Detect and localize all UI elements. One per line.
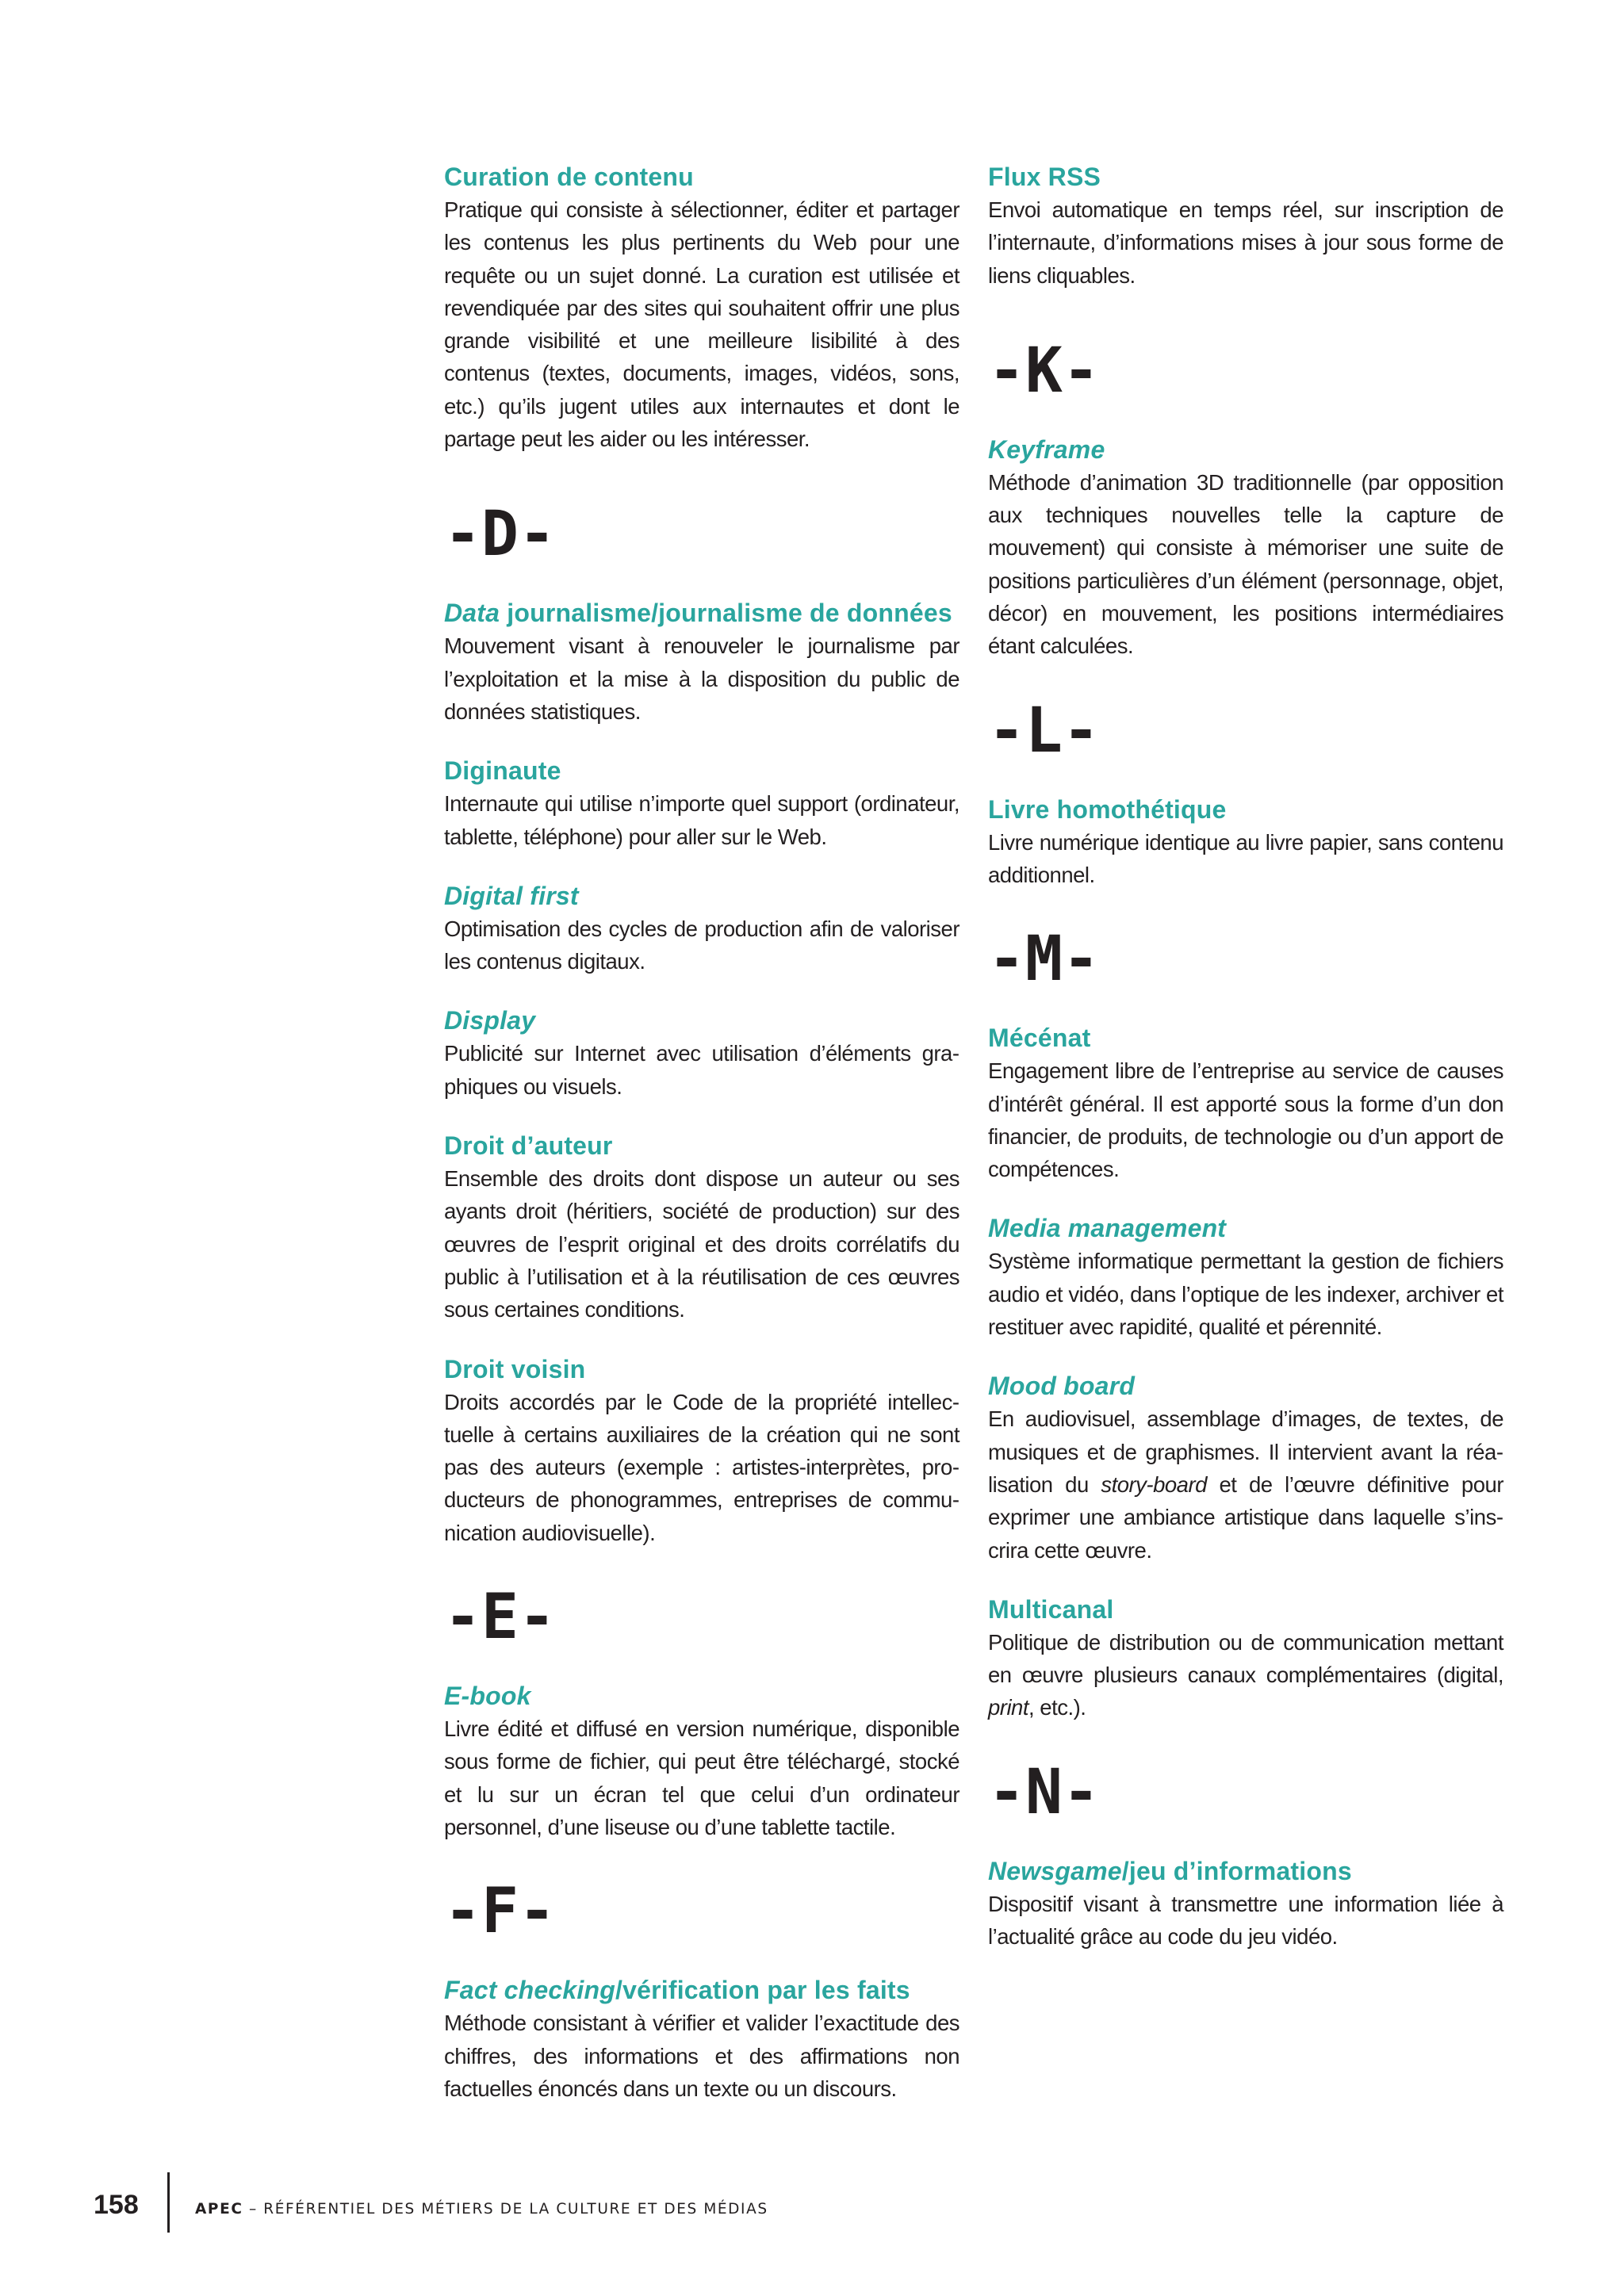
term-italic-part: Data	[444, 599, 500, 628]
footer-running-title	[195, 2201, 768, 2218]
section-letter-k: -K-	[988, 335, 1100, 407]
term-heading: Droit voisin	[444, 1354, 586, 1383]
term-definition: Système informatique permettant la gestion de fichiers audio et vidéo, dans l’optique de les indexer, archiver et restituer avec rapidité, qualité et pérennité.	[988, 1249, 1503, 1340]
definition-italic-part: story-board	[1101, 1471, 1207, 1497]
footer-brand: APEC	[195, 2201, 243, 2218]
term-definition	[988, 1402, 1503, 1566]
term-italic-part: Mood board	[988, 1372, 1136, 1401]
entry-newsgame	[988, 1854, 1503, 1954]
term-heading: Flux RSS	[988, 163, 1101, 191]
term-heading	[444, 1004, 959, 1037]
term-definition: Méthode consistant à vérifier et valider l’exactitude des chiffres, des informations et des affirmations non factuelles énoncés dans un texte ou un discours.	[444, 2011, 959, 2101]
entry-mood-board	[988, 1369, 1503, 1566]
term-italic-part: Display	[444, 1006, 536, 1035]
term-heading	[988, 1211, 1503, 1245]
definition-part: et de l’œuvre définitive pour exprimer une ambiance artistique dans laquelle s’inscrira cette œuvre.	[988, 1471, 1503, 1563]
entry-fact-checking	[444, 1973, 959, 2105]
entry-droit-d-auteur	[444, 1129, 959, 1326]
footer-title: – RÉFÉRENTIEL DES MÉTIERS DE LA CULTURE ET DES MÉDIAS	[243, 2201, 768, 2218]
section-letter-e: -E-	[444, 1582, 556, 1654]
term-definition: Pratique qui consiste à sélectionner, éditer et partager les contenus les plus pertinents du Web pour une requête ou un sujet donné. La curation est utilisée et revendiquée par des sites qui souhaitent offrir une plus grande visibilité et une meilleure lisibilité à des contenus (textes, documents, images, vidéos, sons, etc.) qu’ils jugent utiles aux internautes et dont le partage peut les aider ou les intéresser.	[444, 197, 959, 452]
term-heading: Droit d’auteur	[444, 1131, 613, 1161]
term-definition: Dispositif visant à transmettre une information liée à l’actualité grâce au code du jeu vidéo.	[988, 1891, 1503, 1950]
term-italic-part: Fact checking	[444, 1976, 616, 2005]
term-rest-part: /vérification par les faits	[615, 1976, 910, 2005]
entry-curation-de-contenu	[444, 160, 959, 455]
entry-droit-voisin	[444, 1353, 959, 1549]
term-italic-part: E-book	[444, 1682, 531, 1711]
term-rest-part: /jeu d’informations	[1121, 1856, 1352, 1885]
term-definition	[988, 1626, 1503, 1724]
term-italic-part: Media management	[988, 1214, 1227, 1243]
entry-display	[444, 1004, 959, 1103]
term-heading: Curation de contenu	[444, 163, 694, 191]
term-heading	[444, 879, 959, 913]
term-heading	[988, 1369, 1503, 1402]
entry-data-journalisme	[444, 596, 959, 728]
term-heading	[444, 1679, 959, 1712]
term-definition: Envoi automatique en temps réel, sur inscription de l’internaute, d’informations mises à jour sous forme de liens cliquables.	[988, 197, 1503, 288]
term-italic-part: Newsgame	[988, 1856, 1122, 1885]
term-heading	[444, 1973, 959, 2007]
section-letter-m: -M-	[988, 924, 1100, 996]
term-definition: Méthode d’animation 3D traditionnelle (par opposition aux techniques nouvelles telle la capture de mouvement) qui consiste à mémoriser une suite de positions particulières d’un élément (personnage, objet, décor) en mouvement, les positions intermédiaires étant calculées.	[988, 469, 1503, 659]
term-heading: Multicanal	[988, 1594, 1114, 1624]
entry-flux-rss	[988, 160, 1503, 292]
term-definition: Ensemble des droits dont dispose un auteur ou ses ayants droit (héritiers, société de production) sur des œuvres de l’esprit original et des droits corrélatifs du public à l’utilisation et à la réutilisation de ces œuvres sous certaines conditions.	[444, 1166, 959, 1322]
term-definition: Internaute qui utilise n’importe quel support (ordinateur, tablette, téléphone) pour aller sur le Web.	[444, 791, 959, 849]
term-italic-part: Digital first	[444, 881, 579, 910]
section-letter-n: -N-	[988, 1756, 1100, 1828]
entry-e-book	[444, 1679, 959, 1843]
term-heading	[988, 1854, 1503, 1888]
term-heading	[988, 433, 1503, 466]
page-number: 158	[94, 2190, 139, 2220]
term-definition: Optimisation des cycles de production afin de valoriser les contenus digitaux.	[444, 916, 959, 974]
term-definition: Livre numérique identique au livre papier, sans contenu additionnel.	[988, 829, 1503, 887]
term-heading	[444, 596, 959, 629]
entry-diginaute	[444, 754, 959, 853]
section-letter-d: -D-	[444, 499, 556, 571]
term-definition: Droits accordés par le Code de la propriété intellectuelle à certains auxiliaires de la création qui ne sont pas des auteurs (exemple : artistes-interprètes, producteurs de phonogrammes, entreprises de communication audiovisuelle).	[444, 1389, 959, 1545]
definition-part: , etc.).	[1028, 1695, 1086, 1720]
term-definition: Publicité sur Internet avec utilisation d’éléments graphiques ou visuels.	[444, 1041, 959, 1099]
term-definition: Mouvement visant à renouveler le journalisme par l’exploitation et la mise à la disposition du public de données statistiques.	[444, 633, 959, 724]
term-heading: Diginaute	[444, 756, 561, 786]
definition-italic-part: print	[988, 1695, 1028, 1720]
footer-divider	[167, 2172, 170, 2233]
definition-part: En audiovisuel, assemblage d’images, de textes, de musiques et de graphismes. Il intervient avant la réalisation du	[988, 1406, 1503, 1497]
term-italic-part: Keyframe	[988, 434, 1105, 464]
entry-digital-first	[444, 879, 959, 978]
definition-part: Politique de distribution ou de communication mettant en œuvre plusieurs canaux complémentaires (digital,	[988, 1629, 1503, 1688]
entry-keyframe	[988, 433, 1503, 663]
entry-media-management	[988, 1211, 1503, 1343]
term-heading: Livre homothétique	[988, 794, 1227, 824]
term-rest-part: journalisme/journalisme de données	[500, 599, 952, 628]
section-letter-l: -L-	[988, 695, 1100, 767]
term-definition: Livre édité et diffusé en version numérique, disponible sous forme de fichier, qui peut être téléchargé, stocké et lu sur un écran tel que celui d’un ordinateur personnel, d’une liseuse ou d’une tablette tactile.	[444, 1716, 959, 1839]
entry-multicanal	[988, 1593, 1503, 1724]
entry-livre-homothetique	[988, 793, 1503, 892]
section-letter-f: -F-	[444, 1876, 556, 1948]
entry-mecenat	[988, 1021, 1503, 1185]
term-heading: Mécénat	[988, 1024, 1091, 1053]
left-column	[444, 160, 959, 2131]
right-column	[988, 160, 1503, 1979]
term-definition: Engagement libre de l’entreprise au service de causes d’intérêt général. Il est apporté sous la forme d’un don financier, de produits, de technologie ou d’un apport de compétences.	[988, 1058, 1503, 1182]
